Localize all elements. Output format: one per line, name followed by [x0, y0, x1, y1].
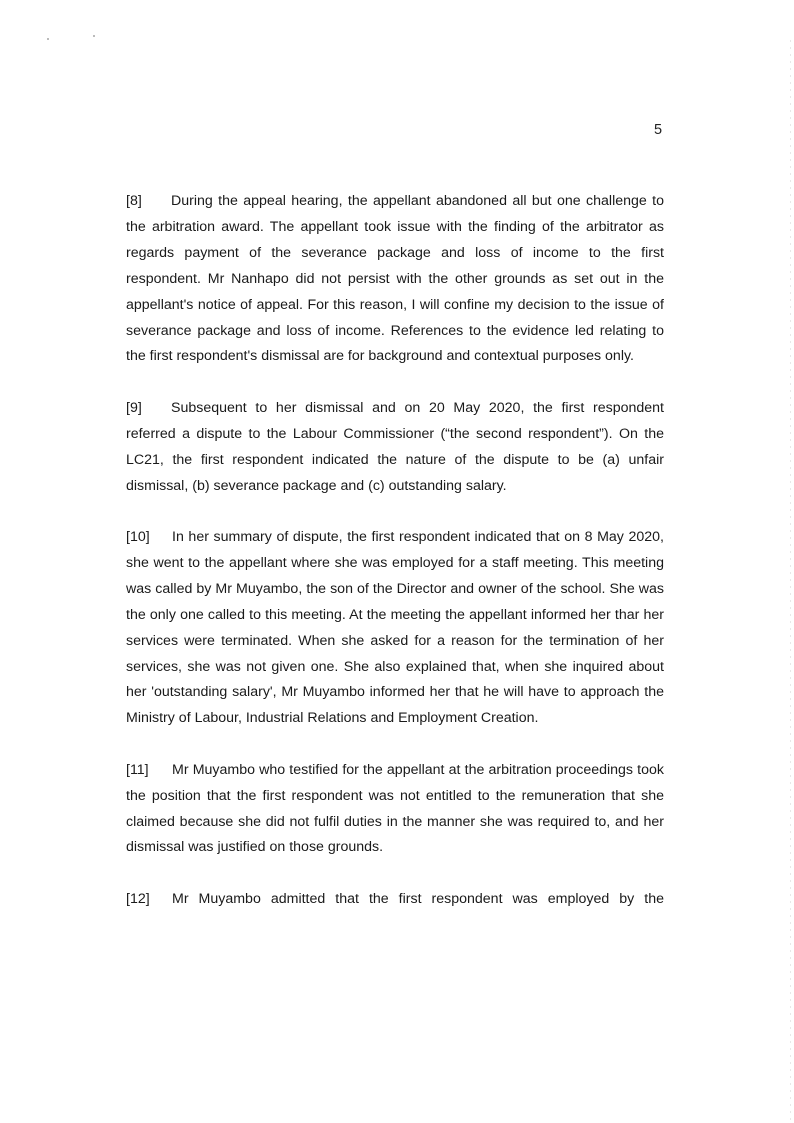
scan-edge-artifact [790, 40, 791, 1120]
scan-artifact [47, 38, 49, 40]
page-number: 5 [654, 122, 663, 138]
paragraph-10 [126, 525, 664, 732]
paragraph-number: [11] [126, 761, 149, 778]
paragraph-number: [10] [126, 528, 150, 545]
paragraph-text: In her summary of dispute, the first respondent indicated that on 8 May 2020, she went to the appellant where she was employed for a staff meeting. This meeting was called by Mr Muyambo, the son of the Director and owner of the school. She was the only one called to this meeting. At the meeting the appellant informed her thar her services were terminated. When she asked for a reason for the termination of her services, she was not given one. She also explained that, when she inquired about her 'outstanding salary', Mr Muyambo informed her that he will have to approach the Ministry of Labour, Industrial Relations and Employment Creation. [126, 528, 664, 727]
paragraph-text: Mr Muyambo who testified for the appellant at the arbitration proceedings took the position that the first respondent was not entitled to the remuneration that she claimed because she did not fulfil duties in the manner she was required to, and her dismissal was justified on those grounds. [126, 761, 664, 856]
paragraph-8 [126, 189, 664, 370]
paragraph-number: [12] [126, 890, 150, 907]
paragraph-number: [9] [126, 399, 142, 416]
paragraph-9 [126, 396, 664, 500]
paragraph-text: During the appeal hearing, the appellant abandoned all but one challenge to the arbitration award. The appellant took issue with the finding of the arbitrator as regards payment of the severance package and loss of income to the first respondent. Mr Nanhapo did not persist with the other grounds as set out in the appellant's notice of appeal. For this reason, I will confine my decision to the issue of severance package and loss of income. References to the evidence led relating to the first respondent's dismissal are for background and contextual purposes only. [126, 193, 664, 365]
document-body [126, 189, 664, 938]
paragraph-12 [126, 887, 664, 913]
paragraph-number: [8] [126, 193, 142, 209]
paragraph-text: Mr Muyambo admitted that the first respondent was employed by the [172, 890, 664, 907]
paragraph-11 [126, 758, 664, 862]
scan-artifact [93, 35, 95, 37]
paragraph-text: Subsequent to her dismissal and on 20 May 2020, the first respondent referred a dispute to the Labour Commissioner (“the second respondent”). On the LC21, the first respondent indicated the nature of the dispute to be (a) unfair dismissal, (b) severance package and (c) outstanding salary. [126, 399, 664, 494]
